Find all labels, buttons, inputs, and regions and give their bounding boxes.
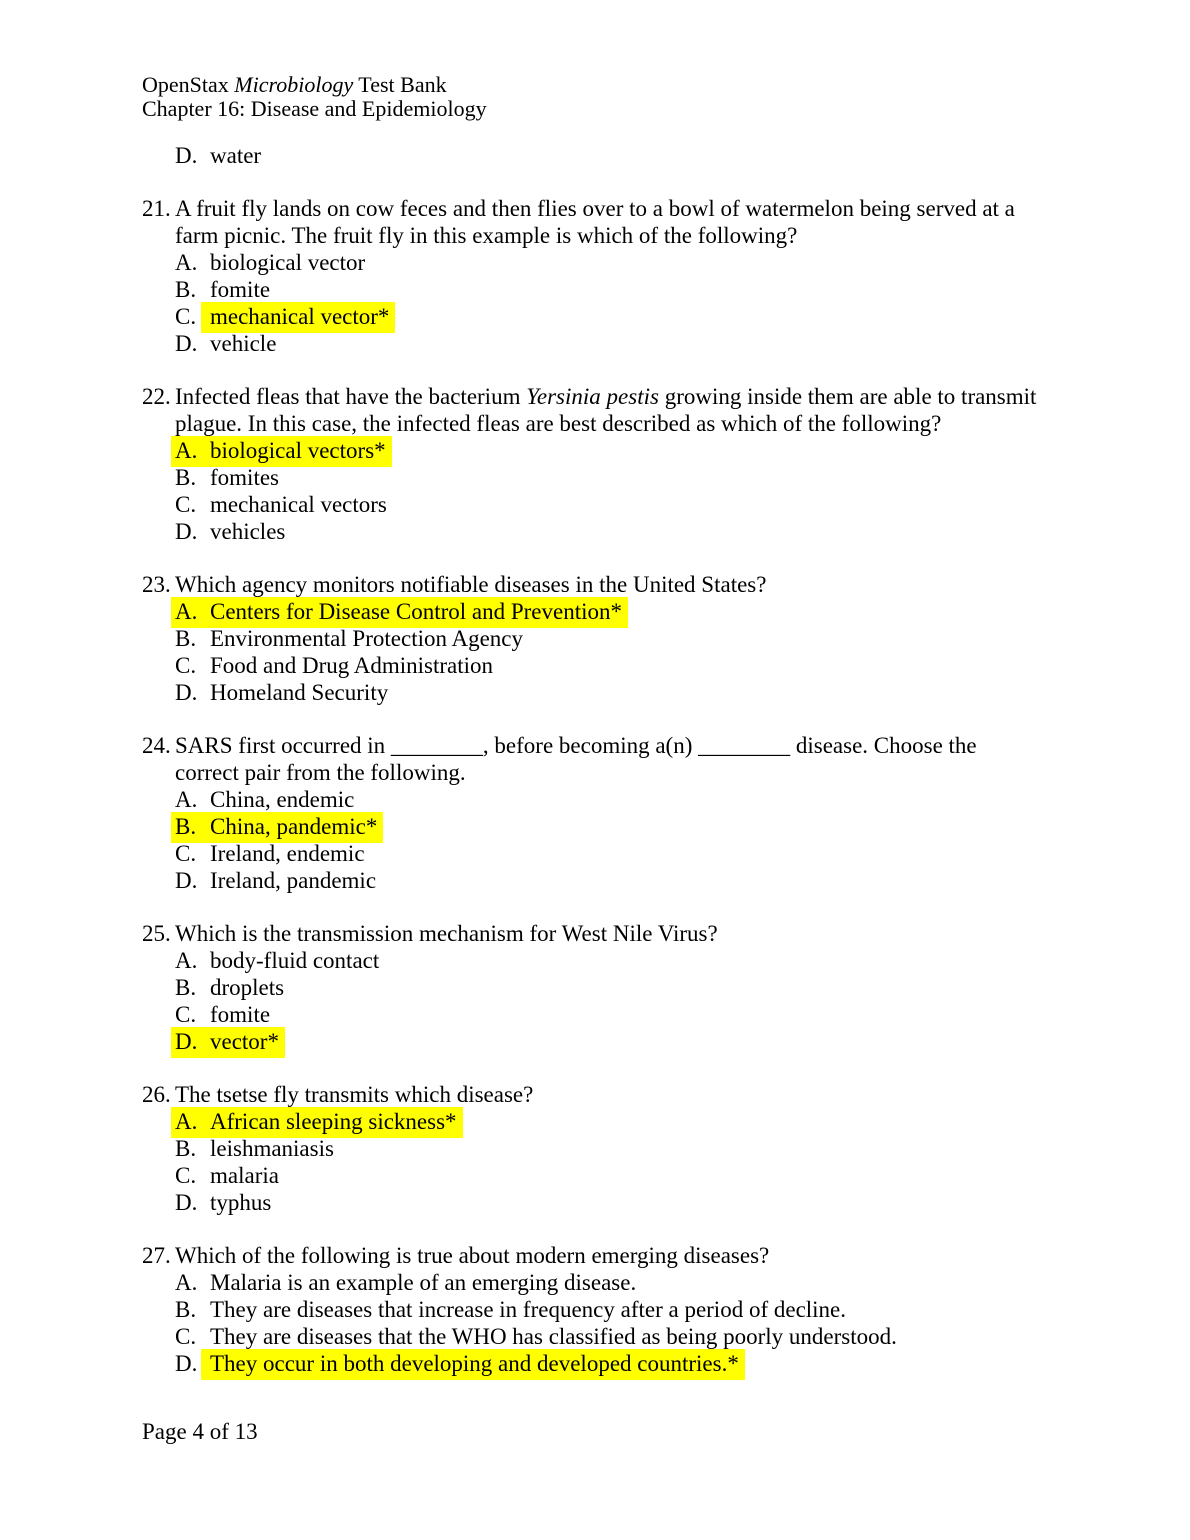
answer-option	[175, 1108, 1060, 1135]
answer-option	[175, 652, 1060, 679]
option-letter: D.	[175, 519, 198, 544]
option-letter: C.	[175, 1324, 197, 1349]
answer-option	[175, 142, 1060, 169]
option-letter: A.	[175, 250, 198, 275]
option-letter: B.	[175, 277, 197, 302]
option-text: They are diseases that the WHO has classified as being poorly understood.	[210, 1324, 897, 1349]
option-letter: C.	[175, 1163, 197, 1188]
option-text: They are diseases that increase in frequency after a period of decline.	[210, 1297, 847, 1322]
question-number: 23.	[142, 572, 171, 597]
header-line-1	[142, 73, 1060, 97]
option-text: vehicles	[210, 519, 286, 544]
option-text: water	[210, 143, 262, 168]
option-text: fomites	[210, 465, 279, 490]
option-text: mechanical vectors	[210, 492, 387, 517]
answer-option	[175, 786, 1060, 813]
option-text: Environmental Protection Agency	[210, 626, 523, 651]
document-header	[142, 73, 1060, 121]
option-letter: C.	[175, 1002, 197, 1027]
question-body	[175, 732, 1060, 894]
option-letter: A.	[175, 438, 198, 463]
question-stem: The tsetse fly transmits which disease?	[175, 1082, 534, 1107]
page-number-footer: Page 4 of 13	[142, 1419, 258, 1444]
question-body	[175, 920, 1060, 1055]
option-letter: C.	[175, 841, 197, 866]
option-letter: C.	[175, 653, 197, 678]
question-number: 26.	[142, 1082, 171, 1107]
question-number: 24.	[142, 733, 171, 758]
answer-option	[175, 1028, 1060, 1055]
option-letter: C.	[175, 492, 197, 517]
option-letter: A.	[175, 599, 198, 624]
answer-option	[175, 1350, 1060, 1377]
option-text: China, pandemic*	[210, 814, 378, 839]
option-text: Homeland Security	[210, 680, 389, 705]
answer-option	[175, 625, 1060, 652]
header-title-italic: Microbiology	[234, 72, 354, 97]
question	[142, 920, 1060, 1055]
question	[142, 1242, 1060, 1377]
answer-option	[175, 1323, 1060, 1350]
option-text: Centers for Disease Control and Prevention*	[210, 599, 622, 624]
option-text: China, endemic	[210, 787, 355, 812]
answer-option	[175, 947, 1060, 974]
option-text: fomite	[210, 1002, 271, 1027]
option-letter: B.	[175, 1297, 197, 1322]
question-stem: Which is the transmission mechanism for West Nile Virus?	[175, 921, 718, 946]
answer-option	[175, 867, 1060, 894]
answer-option	[175, 437, 1060, 464]
question-stem: SARS first occurred in ________, before becoming a(n) ________ disease. Choose the correct pair from the following.	[175, 733, 977, 785]
option-text: typhus	[210, 1190, 272, 1215]
question-body	[175, 1081, 1060, 1216]
option-letter: D.	[175, 143, 198, 168]
answer-option	[175, 1296, 1060, 1323]
answer-option	[175, 1189, 1060, 1216]
question-body	[175, 1242, 1060, 1377]
option-letter: D.	[175, 1029, 198, 1054]
question	[142, 571, 1060, 706]
question	[142, 383, 1060, 545]
answer-option	[175, 813, 1060, 840]
options-list	[175, 947, 1060, 1055]
options-list	[175, 1269, 1060, 1377]
options-list	[175, 249, 1060, 357]
answer-option	[175, 276, 1060, 303]
answer-option	[175, 679, 1060, 706]
question-stem: Infected fleas that have the bacterium Yersinia pestis growing inside them are able to transmit plague. In this case, the infected fleas are best described as which of the following?	[175, 384, 1037, 436]
option-text: body-fluid contact	[210, 948, 380, 973]
question-number: 22.	[142, 384, 171, 409]
answer-option	[175, 303, 1060, 330]
answer-option	[175, 1001, 1060, 1028]
answer-option	[175, 491, 1060, 518]
option-letter: B.	[175, 465, 197, 490]
header-title-pre: OpenStax	[142, 72, 235, 97]
answer-option	[175, 330, 1060, 357]
answer-option	[175, 518, 1060, 545]
options-list	[175, 786, 1060, 894]
option-text: vehicle	[210, 331, 277, 356]
option-letter: A.	[175, 948, 198, 973]
option-text: vector*	[210, 1029, 279, 1054]
question	[142, 732, 1060, 894]
option-letter: B.	[175, 814, 197, 839]
option-letter: D.	[175, 680, 198, 705]
header-line-2: Chapter 16: Disease and Epidemiology	[142, 96, 487, 121]
option-letter: D.	[175, 1351, 198, 1376]
option-letter: C.	[175, 304, 197, 329]
option-letter: D.	[175, 868, 198, 893]
option-text: droplets	[210, 975, 285, 1000]
options-list	[175, 1108, 1060, 1216]
option-letter: A.	[175, 1109, 198, 1134]
question-body	[175, 383, 1060, 545]
option-text: Ireland, endemic	[210, 841, 365, 866]
question-list	[142, 195, 1060, 1377]
option-letter: A.	[175, 1270, 198, 1295]
answer-option	[175, 840, 1060, 867]
option-letter: B.	[175, 975, 197, 1000]
option-letter: B.	[175, 626, 197, 651]
answer-option	[175, 1162, 1060, 1189]
option-text: Ireland, pandemic	[210, 868, 377, 893]
question-stem: Which agency monitors notifiable diseases in the United States?	[175, 572, 767, 597]
options-list	[175, 598, 1060, 706]
option-text: Malaria is an example of an emerging disease.	[210, 1270, 637, 1295]
option-text: Food and Drug Administration	[210, 653, 494, 678]
question-number: 25.	[142, 921, 171, 946]
question-body	[175, 195, 1060, 357]
question	[142, 1081, 1060, 1216]
question-number: 27.	[142, 1243, 171, 1268]
option-letter: A.	[175, 787, 198, 812]
option-text: fomite	[210, 277, 271, 302]
answer-option	[175, 1269, 1060, 1296]
question-body	[175, 571, 1060, 706]
option-letter: B.	[175, 1136, 197, 1161]
option-text: mechanical vector*	[210, 304, 390, 329]
option-text: They occur in both developing and developed countries.*	[210, 1351, 739, 1376]
option-text: biological vectors*	[210, 438, 386, 463]
question-stem: Which of the following is true about modern emerging diseases?	[175, 1243, 770, 1268]
option-text: African sleeping sickness*	[210, 1109, 457, 1134]
option-text: malaria	[210, 1163, 279, 1188]
answer-option	[175, 974, 1060, 1001]
option-text: leishmaniasis	[210, 1136, 334, 1161]
option-letter: D.	[175, 331, 198, 356]
question-stem: A fruit fly lands on cow feces and then flies over to a bowl of watermelon being served at a farm picnic. The fruit fly in this example is which of the following?	[175, 196, 1015, 248]
option-text: biological vector	[210, 250, 366, 275]
question	[142, 195, 1060, 357]
options-list	[175, 437, 1060, 545]
answer-option	[175, 1135, 1060, 1162]
header-title-post: Test Bank	[353, 72, 447, 97]
question-number: 21.	[142, 196, 171, 221]
option-letter: D.	[175, 1190, 198, 1215]
answer-option	[175, 249, 1060, 276]
answer-option	[175, 464, 1060, 491]
answer-option	[175, 598, 1060, 625]
